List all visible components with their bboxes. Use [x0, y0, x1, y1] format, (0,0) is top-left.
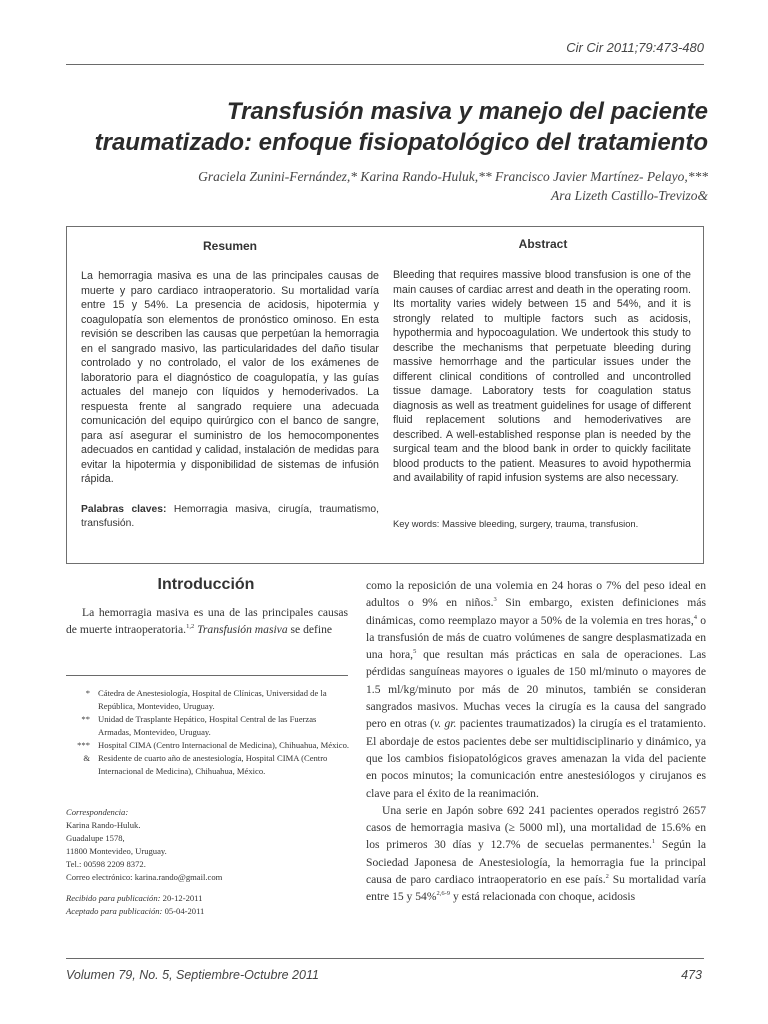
footnote-item: [66, 752, 350, 778]
footnote-text: Hospital CIMA (Centro Internacional de Medicina), Chihuahua, México.: [98, 740, 350, 750]
emphasis: v. gr.: [433, 717, 457, 731]
footnote-item: [66, 687, 350, 713]
author-list: [66, 167, 708, 205]
introduction-heading: Introducción: [157, 576, 255, 593]
received-label: Recibido para publicación:: [66, 893, 161, 903]
citation: 4: [693, 613, 697, 621]
footnote-item: [66, 713, 350, 739]
accepted-label: Aceptado para publicación:: [66, 906, 163, 916]
article-title: Transfusión masiva y manejo del paciente traumatizado: enfoque fisiopatológico del tratamiento: [94, 98, 708, 156]
text-run: que resultan más prácticas en sala de operaciones. Las pérdidas sanguíneas mayores o iguales de 150 ml/minuto o mayores de 1.5 ml/kg/minuto por más de 20 minutos, también se consideran sangrados masivos. Muchas veces la cirugía es la causa del sangrado pero en otras (: [366, 648, 707, 731]
authors-line-2: Ara Lizeth Castillo-Trevizo&: [550, 188, 708, 203]
footnote-text: Cátedra de Anestesiología, Hospital de Clínicas, Universidad de la República, Montevideo, Uruguay.: [98, 688, 327, 711]
text-run: Sin embargo, existen definiciones más dinámicas, como reemplazo mayor a 50% de la volemia en tres horas,: [366, 596, 706, 627]
footnote-mark: *: [85, 688, 90, 698]
footnote-text: Residente de cuarto año de anestesiología, Hospital CIMA (Centro Internacional de Medicina), Chihuahua, México.: [98, 753, 328, 776]
text-run: pacientes traumatizados) la cirugía es el tratamiento. El abordaje de estos pacientes debe ser multidisciplinario y dinámico, ya que los cambios fisiopatológicos graves amenazan la vida del paciente en pocos minutos; la comunicación entre anestesiólogos y cirujanos es clave para el éxito de la reanimación.: [366, 717, 706, 800]
footer-volume: Volumen 79, No. 5, Septiembre-Octubre 2011: [66, 968, 319, 982]
authors-line-1: Graciela Zunini-Fernández,* Karina Rando-Huluk,** Francisco Javier Martínez- Pelayo,***: [198, 169, 708, 184]
correspondence-line: Tel.: 00598 2209 8372.: [66, 859, 146, 869]
footnote-item: [66, 739, 350, 752]
correspondence-email: Correo electrónico: karina.rando@gmail.com: [66, 872, 223, 882]
text-run: y está relacionada con choque, acidosis: [450, 890, 636, 904]
palabras-claves-text: Hemorragia masiva, cirugía, traumatismo, transfusión.: [81, 504, 379, 529]
correspondence-line: 11800 Montevideo, Uruguay.: [66, 846, 167, 856]
citation: 5: [413, 648, 417, 656]
abstract-text: [393, 268, 691, 486]
correspondence-line: Karina Rando-Huluk.: [66, 820, 141, 830]
citation: 2,6-9: [436, 890, 451, 898]
abstract-paragraph: Bleeding that requires massive blood transfusion is one of the main causes of cardiac arrest and death in the operating room. Its mortality varies widely between 15 and 54%, and it is strongly related to multiple factors such as acidosis, hypothermia and hypocoagulation. We undertook this study to describe the mechanisms that perpetuate bleeding during massive hemorrhage and the particular issues under the different clinical conditions of controlled and uncontrolled tissue damage. Laboratory tests for coagulation status diagnosis as well as treatment guidelines for usage of different fluid replacement solutions and hemoderivatives are described. A well-established response plan is needed by the surgical team and the blood bank in order to quickly facilitate blood products to the patient. Measures to avoid hypothermia and availability of rapid infusion systems are also necessary.: [393, 269, 691, 484]
key-words: [393, 517, 691, 531]
affiliation-footnotes: [66, 687, 350, 778]
footer-rule: [66, 958, 704, 959]
citation: 1,2: [186, 623, 195, 631]
accepted-date: 05-04-2011: [164, 906, 205, 916]
key-words-text: Massive bleeding, surgery, trauma, transfusion.: [441, 518, 639, 529]
footnote-mark: ***: [77, 740, 90, 750]
text-run: como la reposición de una volemia en 24 horas o 7% del peso ideal en adultos o 9% en niños.: [366, 579, 706, 610]
text-run: Su mortalidad varía entre 15 y 54%: [366, 873, 707, 904]
journal-reference: Cir Cir 2011;79:473-480: [566, 40, 704, 55]
correspondence-line: Guadalupe 1578,: [66, 833, 125, 843]
intro-left-paragraph: [66, 604, 348, 639]
text-run: o la transfusión de más de cuatro volúmenes de sangre desplasmatizada en una hora,: [366, 613, 707, 662]
resumen-paragraph: La hemorragia masiva es una de las principales causas de muerte y paro cardiaco intraoperatorio. Su mortalidad varía entre 15 y 54%. La presencia de acidosis, hipotermia y coagulopatía son elementos de pronóstico ominoso. En esta revisión se describen las causas que perpetúan la hemorragia en el sangrado masivo, las particularidades del daño tisular controlado y no controlado, el valor de los exámenes de laboratorio para el diagnóstico de coagulopatía, y las guías actuales del manejo con líquidos y hemoderivados. La respuesta frente al sangrado requiere una adecuada comunicación del equipo quirúrgico con el banco de sangre, para así asegurar el suministro de los hemocomponentes adecuados en cantidad y calidad, instalación de medidas para evitar la hipotermia y disponibilidad de sistemas de infusión rápida.: [81, 270, 379, 485]
citation: 1: [651, 838, 656, 846]
correspondence-label: Correspondencia:: [66, 807, 129, 817]
intro-right-column: [366, 577, 706, 906]
page-number: 473: [681, 968, 702, 982]
abstract-box: [66, 226, 704, 564]
resumen-heading: Resumen: [202, 239, 258, 253]
header-rule: [66, 64, 704, 65]
text-run: Una serie en Japón sobre 692 241 pacientes operados registró 2657 casos de hemorragia masiva (≥ 5000 ml), una mortalidad de 15.6% en los primeros 30 días y 12.7% de secuelas permanentes.: [366, 803, 706, 852]
intro-left-emphasis: Transfusión masiva: [197, 623, 288, 637]
citation: 2: [605, 873, 609, 881]
intro-right-paragraph-2: [366, 802, 706, 906]
footnote-mark: &: [83, 753, 90, 763]
correspondence-block: [66, 806, 350, 918]
footnote-text: Unidad de Trasplante Hepático, Hospital Central de las Fuerzas Armadas, Montevideo, Uruguay.: [98, 714, 317, 737]
text-run: Según la Sociedad Japonesa de Anestesiología, la hemorragia fue la principal causa de paro cardiaco intraoperatorio en ese país.: [366, 838, 706, 887]
intro-left-text-b: se define: [287, 623, 333, 637]
footnote-rule: [66, 675, 348, 676]
received-date: 20-12-2011: [162, 893, 203, 903]
palabras-claves: [81, 503, 379, 531]
key-words-label: Key words:: [393, 518, 440, 529]
footnote-mark: **: [81, 714, 90, 724]
intro-right-paragraph-1: [366, 577, 706, 802]
abstract-heading: Abstract: [518, 237, 568, 251]
palabras-claves-label: Palabras claves:: [81, 504, 167, 515]
citation: 3: [493, 596, 497, 604]
intro-left-text-a: La hemorragia masiva es una de las principales causas de muerte intraoperatoria.: [66, 606, 348, 637]
resumen-text: [81, 269, 379, 487]
